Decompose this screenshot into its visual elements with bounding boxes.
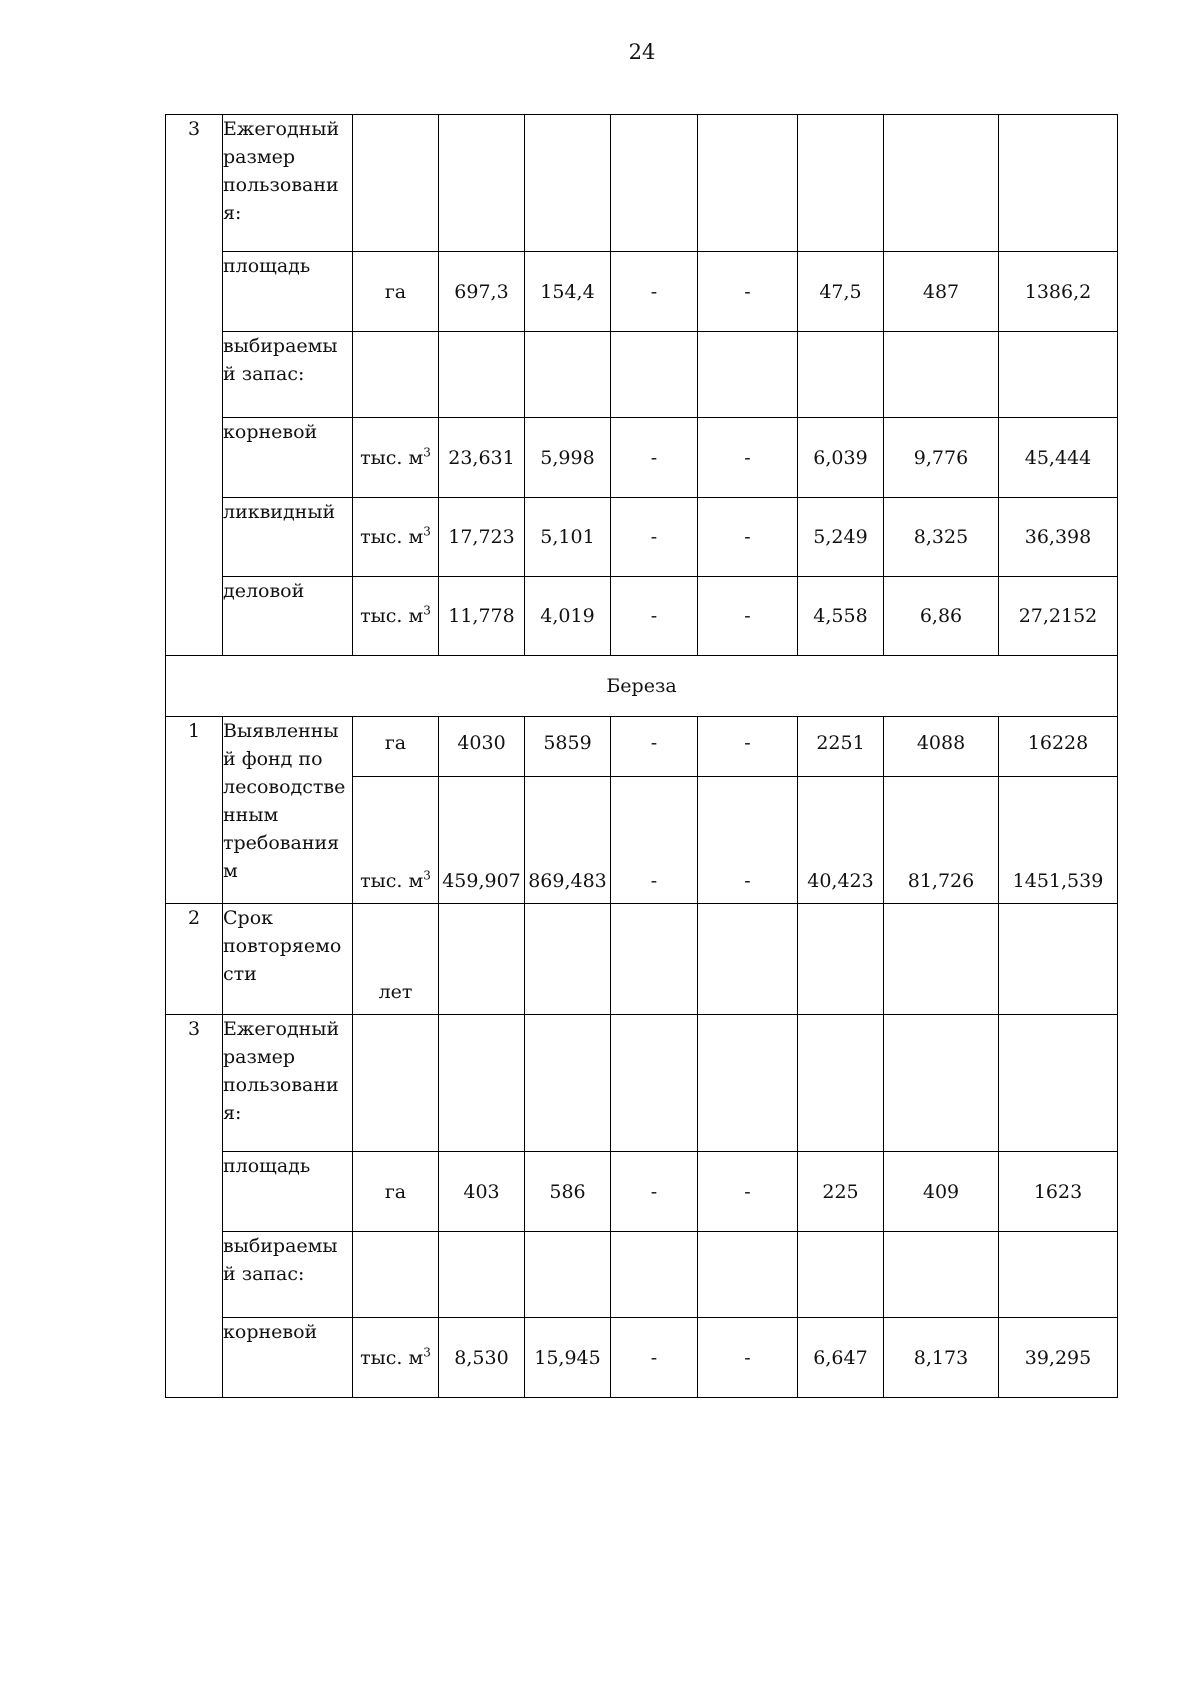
empty-cell — [999, 1232, 1118, 1318]
empty-cell — [525, 115, 611, 252]
liquid-label: ликвидный — [223, 498, 353, 577]
unit-cell — [353, 418, 439, 498]
empty-cell — [611, 1232, 698, 1318]
value-cell: 8,325 — [884, 498, 999, 577]
empty-cell — [698, 332, 798, 418]
section-title: Береза — [166, 656, 1118, 717]
unit-cell — [353, 577, 439, 656]
empty-cell — [439, 1015, 525, 1152]
value-cell: 81,726 — [884, 777, 999, 904]
empty-cell — [611, 1015, 698, 1152]
empty-cell — [798, 1232, 884, 1318]
root-label: корневой — [223, 1318, 353, 1398]
unit-superscript: 3 — [423, 868, 431, 883]
value-cell: - — [611, 418, 698, 498]
empty-cell — [611, 904, 698, 1015]
value-cell: 23,631 — [439, 418, 525, 498]
unit-text: тыс. м — [360, 526, 424, 548]
table-row — [166, 418, 1118, 498]
empty-cell — [884, 1232, 999, 1318]
value-cell: - — [611, 717, 698, 777]
value-cell: - — [698, 577, 798, 656]
row-number: 3 — [166, 115, 223, 656]
table-row — [166, 717, 1118, 777]
value-cell: 1451,539 — [999, 777, 1118, 904]
page-number: 24 — [628, 40, 656, 64]
value-cell: 16228 — [999, 717, 1118, 777]
table-row — [166, 577, 1118, 656]
empty-cell — [999, 332, 1118, 418]
empty-cell — [525, 1015, 611, 1152]
table-row — [166, 252, 1118, 332]
value-cell: 403 — [439, 1152, 525, 1232]
empty-cell — [439, 115, 525, 252]
value-cell: 586 — [525, 1152, 611, 1232]
empty-cell — [884, 1015, 999, 1152]
area-label: площадь — [223, 1152, 353, 1232]
row-title: Срок повторяемо сти — [223, 904, 353, 1015]
value-cell: 5,998 — [525, 418, 611, 498]
empty-cell — [798, 115, 884, 252]
value-cell: - — [698, 418, 798, 498]
value-cell: - — [698, 1152, 798, 1232]
value-cell: - — [698, 252, 798, 332]
table-row — [166, 115, 1118, 252]
empty-cell — [798, 332, 884, 418]
table-row — [166, 498, 1118, 577]
empty-cell — [439, 1232, 525, 1318]
empty-cell — [999, 115, 1118, 252]
value-cell: - — [698, 777, 798, 904]
value-cell: - — [611, 777, 698, 904]
value-cell: 154,4 — [525, 252, 611, 332]
unit-cell: га — [353, 252, 439, 332]
value-cell: 409 — [884, 1152, 999, 1232]
value-cell: 487 — [884, 252, 999, 332]
empty-cell — [353, 1232, 439, 1318]
row-title: Выявленны й фонд по лесоводстве нным требования м — [223, 717, 353, 904]
area-label: площадь — [223, 252, 353, 332]
forest-use-table — [165, 114, 1118, 1398]
value-cell: - — [698, 1318, 798, 1398]
value-cell: 5,101 — [525, 498, 611, 577]
value-cell: - — [611, 1318, 698, 1398]
row-number: 1 — [166, 717, 223, 904]
empty-cell — [439, 332, 525, 418]
value-cell: 697,3 — [439, 252, 525, 332]
unit-superscript: 3 — [423, 1345, 431, 1360]
row-title: Ежегодный размер пользовани я: — [223, 1015, 353, 1152]
value-cell: 17,723 — [439, 498, 525, 577]
unit-cell — [353, 777, 439, 904]
value-cell: 4088 — [884, 717, 999, 777]
value-cell: - — [698, 717, 798, 777]
empty-cell — [353, 332, 439, 418]
value-cell: 39,295 — [999, 1318, 1118, 1398]
empty-cell — [798, 904, 884, 1015]
value-cell: 47,5 — [798, 252, 884, 332]
table-row — [166, 1318, 1118, 1398]
value-cell: 6,647 — [798, 1318, 884, 1398]
unit-superscript: 3 — [423, 603, 431, 618]
empty-cell — [698, 115, 798, 252]
empty-cell — [884, 332, 999, 418]
unit-cell: га — [353, 717, 439, 777]
value-cell: 36,398 — [999, 498, 1118, 577]
unit-cell — [353, 498, 439, 577]
value-cell: 4,558 — [798, 577, 884, 656]
empty-cell — [611, 115, 698, 252]
value-cell: - — [611, 1152, 698, 1232]
empty-cell — [999, 904, 1118, 1015]
empty-cell — [698, 904, 798, 1015]
value-cell: - — [611, 577, 698, 656]
empty-cell — [525, 904, 611, 1015]
value-cell: - — [611, 252, 698, 332]
value-cell: 15,945 — [525, 1318, 611, 1398]
empty-cell — [353, 115, 439, 252]
unit-superscript: 3 — [423, 524, 431, 539]
unit-cell: га — [353, 1152, 439, 1232]
empty-cell — [439, 904, 525, 1015]
empty-cell — [884, 904, 999, 1015]
value-cell: 45,444 — [999, 418, 1118, 498]
table-row — [166, 1232, 1118, 1318]
root-label: корневой — [223, 418, 353, 498]
stock-label: выбираемы й запас: — [223, 1232, 353, 1318]
unit-text: тыс. м — [360, 870, 424, 892]
empty-cell — [884, 115, 999, 252]
row-number: 3 — [166, 1015, 223, 1398]
value-cell: 6,039 — [798, 418, 884, 498]
table-row — [166, 1152, 1118, 1232]
value-cell: 11,778 — [439, 577, 525, 656]
unit-cell: лет — [353, 904, 439, 1015]
empty-cell — [999, 1015, 1118, 1152]
business-label: деловой — [223, 577, 353, 656]
value-cell: 459,907 — [439, 777, 525, 904]
empty-cell — [798, 1015, 884, 1152]
value-cell: 9,776 — [884, 418, 999, 498]
row-number: 2 — [166, 904, 223, 1015]
empty-cell — [698, 1015, 798, 1152]
value-cell: 8,530 — [439, 1318, 525, 1398]
empty-cell — [525, 332, 611, 418]
value-cell: 2251 — [798, 717, 884, 777]
unit-superscript: 3 — [423, 445, 431, 460]
table-row — [166, 1015, 1118, 1152]
value-cell: 27,2152 — [999, 577, 1118, 656]
value-cell: 6,86 — [884, 577, 999, 656]
value-cell: 4,019 — [525, 577, 611, 656]
value-cell: 1386,2 — [999, 252, 1118, 332]
empty-cell — [525, 1232, 611, 1318]
row-title: Ежегодный размер пользовани я: — [223, 115, 353, 252]
value-cell: 869,483 — [525, 777, 611, 904]
value-cell: - — [698, 498, 798, 577]
value-cell: 225 — [798, 1152, 884, 1232]
value-cell: 4030 — [439, 717, 525, 777]
unit-text: тыс. м — [360, 605, 424, 627]
value-cell: 8,173 — [884, 1318, 999, 1398]
value-cell: - — [611, 498, 698, 577]
value-cell: 1623 — [999, 1152, 1118, 1232]
table-row — [166, 656, 1118, 717]
unit-text: тыс. м — [360, 446, 424, 469]
empty-cell — [353, 1015, 439, 1152]
empty-cell — [698, 1232, 798, 1318]
value-cell: 40,423 — [798, 777, 884, 904]
empty-cell — [611, 332, 698, 418]
table-row — [166, 904, 1118, 1015]
unit-cell — [353, 1318, 439, 1398]
value-cell: 5859 — [525, 717, 611, 777]
stock-label: выбираемы й запас: — [223, 332, 353, 418]
table-row — [166, 332, 1118, 418]
value-cell: 5,249 — [798, 498, 884, 577]
unit-text: тыс. м — [360, 1346, 424, 1369]
